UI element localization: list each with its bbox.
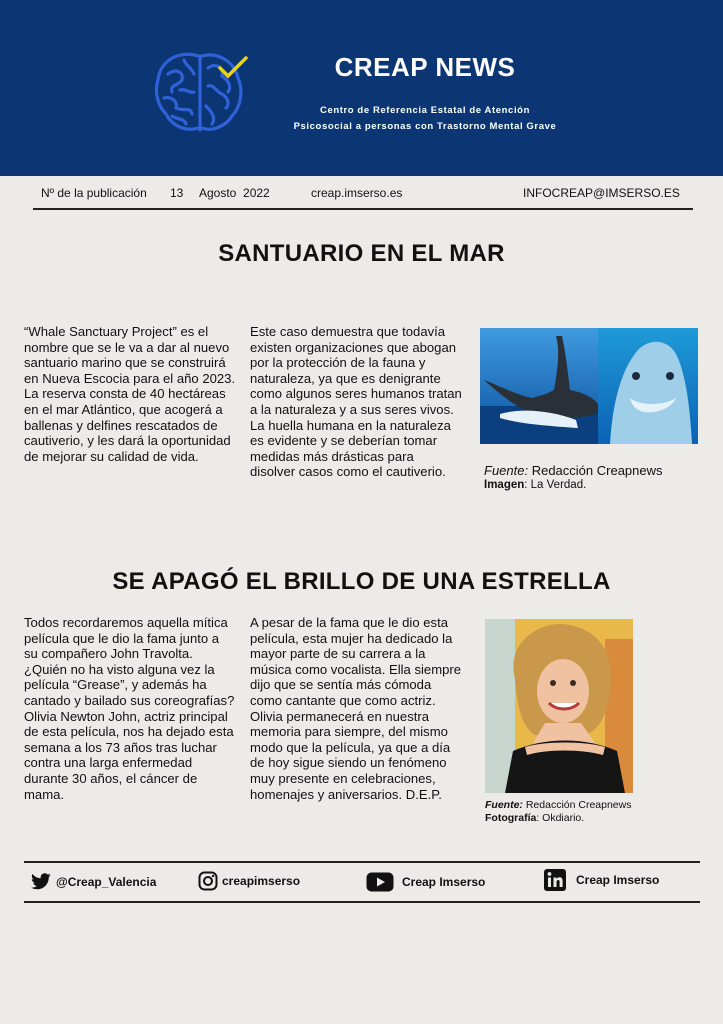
source-label: Fuente: — [484, 463, 529, 478]
subtitle-line: Centro de Referencia Estatal de Atención — [319, 105, 530, 116]
instagram-icon — [198, 871, 218, 891]
publication-number-label: Nº de la publicación — [41, 186, 147, 200]
email-link[interactable]: INFOCREAP@IMSERSO.ES — [523, 186, 680, 200]
article-paragraph: A pesar de la fama que le dio esta película, esta mujer ha dedicado la mayor parte de su carrera a la música como vocalista. Ella siempre dijo que se sentía más cómoda como cantante que como actriz. — [250, 615, 462, 708]
article-column — [24, 615, 236, 802]
social-youtube[interactable] — [366, 872, 485, 892]
article-paragraph: Este caso demuestra que todavía existen organizaciones que abogan por la protección de la fauna y naturaleza, ya que es denigrante como algunos seres humanos tratan a la naturaleza y a sus seres vivos. — [250, 324, 462, 417]
olivia-photo — [485, 619, 633, 793]
article-paragraph: Todos recordaremos aquella mítica película que le dio la fama junto a su compañero John Travolta. ¿Quién no ha visto alguna vez la película “Grease”, y además ha cantado y bailado sus coreografías? Olivia Newton John, actriz principal de esta película, nos ha dejado esta semana a los 73 años tras luchar contra una larga enfermedad durante 30 años, el cáncer de mama. — [24, 615, 235, 802]
image-value: : La Verdad. — [524, 479, 587, 491]
twitter-icon — [30, 873, 52, 891]
social-linkedin[interactable] — [544, 869, 659, 891]
article-column — [250, 324, 462, 480]
subtitle-line: Psicosocial a personas con Trastorno Mental Grave — [293, 121, 557, 132]
photo-label: Fotografía — [485, 812, 537, 824]
source-value: Redacción Creapnews — [522, 799, 632, 811]
image-caption — [484, 463, 698, 493]
social-label: Creap Imserso — [402, 875, 486, 889]
source-label: Fuente: — [485, 799, 523, 811]
whale-dolphin-photo — [480, 328, 698, 444]
social-label: creapimserso — [222, 874, 301, 888]
newsletter-title: CREAP NEWS — [334, 52, 516, 82]
brain-logo-icon — [150, 46, 250, 138]
publication-bar — [33, 178, 693, 210]
publication-date: Agosto 2022 — [199, 186, 270, 200]
website-link[interactable]: creap.imserso.es — [311, 186, 403, 200]
social-instagram[interactable] — [198, 871, 300, 891]
article-column — [24, 324, 236, 464]
article-paragraph: La huella humana en la naturaleza es evidente y se deberían tomar medidas más drásticas para disolver casos como el cautiverio. — [250, 417, 451, 480]
article-column — [250, 615, 462, 802]
newsletter-subtitle — [270, 103, 580, 135]
social-label: Creap Imserso — [576, 873, 660, 887]
article-paragraph: Olivia permanecerá en nuestra memoria para siempre, del mismo modo que la película, ya que a día de hoy sigue siendo un fenómeno muy presente en celebraciones, homenajes y aniversarios. D.E.P. — [250, 708, 451, 802]
publication-number: 13 — [170, 186, 184, 200]
social-twitter[interactable] — [30, 873, 156, 891]
article-paragraph: “Whale Sanctuary Project” es el nombre que se le va a dar al nuevo santuario marino que se construirá en Nueva Escocia para el año 2023. La reserva consta de 40 hectáreas en el mar Atlántico, que acogerá a ballenas y delfines rescatados de cautiverio, y les dará la oportunidad de mejorar su calidad de vida. — [24, 324, 236, 464]
linkedin-icon — [544, 869, 566, 891]
article-title: SE APAGÓ EL BRILLO DE UNA ESTRELLA — [112, 568, 611, 595]
source-value: Redacción Creapnews — [528, 463, 663, 478]
social-bar — [24, 861, 700, 903]
youtube-icon — [366, 872, 394, 892]
social-label: @Creap_Valencia — [56, 875, 157, 889]
photo-value: : Okdiario. — [536, 812, 585, 824]
image-caption — [485, 799, 665, 825]
header-banner — [0, 0, 723, 176]
image-label: Imagen — [484, 479, 525, 491]
article-title: SANTUARIO EN EL MAR — [218, 240, 505, 267]
